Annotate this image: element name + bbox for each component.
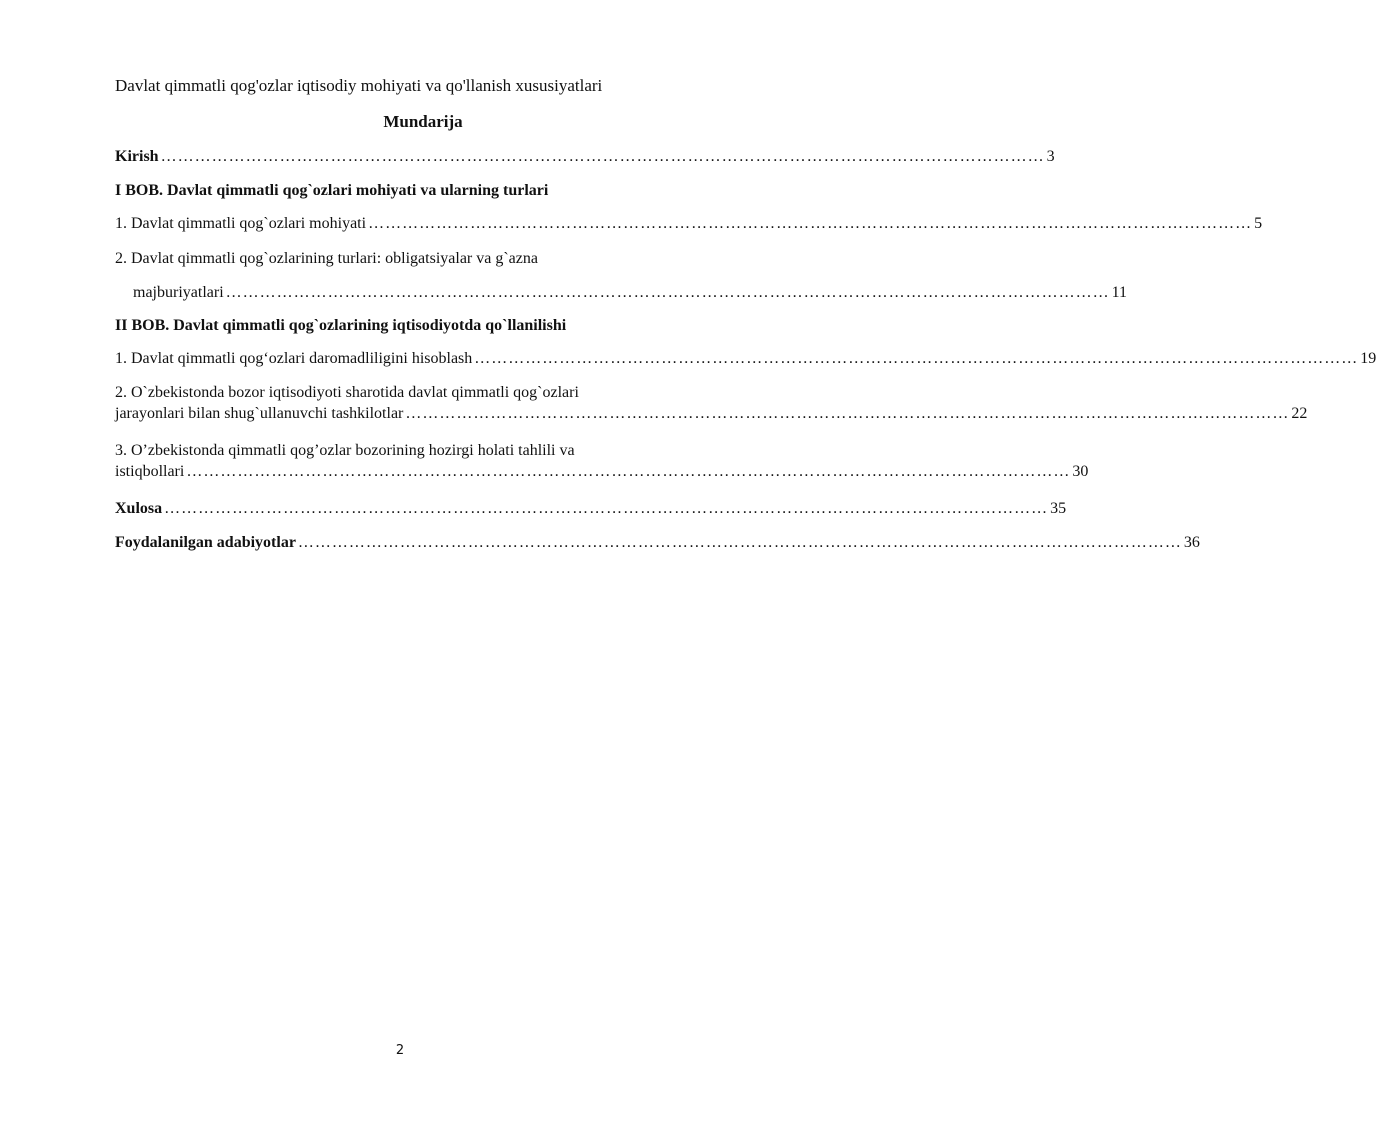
toc-entry-label-line2: istiqbollari xyxy=(115,463,185,480)
dot-leader: ………………………………………………………………………………………………………………………………………… xyxy=(164,500,1049,517)
toc-entry-page: 36 xyxy=(1183,534,1200,551)
toc-entry-label: Xulosa xyxy=(115,500,163,517)
dot-leader: ………………………………………………………………………………………………………………………………………… xyxy=(405,405,1290,422)
toc-entry-2-1[interactable] xyxy=(115,348,1376,369)
toc-entry-1-1[interactable] xyxy=(115,213,1263,234)
toc-entry-label: 1. Davlat qimmatli qog`ozlari mohiyati xyxy=(115,215,367,232)
dot-leader: ………………………………………………………………………………………………………………………………………… xyxy=(160,148,1045,165)
toc-entry-page: 19 xyxy=(1360,350,1376,367)
page-number: 2 xyxy=(395,1043,405,1058)
toc-chapter-2[interactable] xyxy=(115,315,731,336)
dot-leader: ………………………………………………………………………………………………………………………………………… xyxy=(186,463,1071,480)
toc-entry-label-line1: 3. O’zbekistonda qimmatli qog’ozlar bozorining hozirgi holati tahlili va xyxy=(115,442,575,459)
toc-chapter-label: I BOB. Davlat qimmatli qog`ozlari mohiyati va ularning turlari xyxy=(115,182,549,199)
toc-entry-page: 30 xyxy=(1072,463,1089,480)
dot-leader: ………………………………………………………………………………………………………………………………………… xyxy=(225,284,1110,301)
toc-entry-page: 3 xyxy=(1046,148,1055,165)
toc-entry-1-2[interactable] xyxy=(115,248,1128,303)
toc-entry-references[interactable] xyxy=(115,532,1200,553)
toc-entry-label: 1. Davlat qimmatli qog‘ozlari daromadliligini hisoblash xyxy=(115,350,473,367)
dot-leader: ………………………………………………………………………………………………………………………………………… xyxy=(474,350,1359,367)
toc-heading: Mundarija xyxy=(383,112,463,131)
toc-entry-conclusion[interactable] xyxy=(115,498,1067,519)
toc-entry-2-2[interactable] xyxy=(115,382,1308,424)
toc-entry-label-line1: 2. O`zbekistonda bozor iqtisodiyoti sharotida davlat qimmatli qog`ozlari xyxy=(115,384,579,401)
dot-leader: ………………………………………………………………………………………………………………………………………… xyxy=(297,534,1182,551)
toc-entry-intro[interactable] xyxy=(115,146,1055,167)
toc-entry-label-line2: jarayonlari bilan shug`ullanuvchi tashkilotlar xyxy=(115,405,404,422)
document-title: Davlat qimmatli qog'ozlar iqtisodiy mohiyati va qo'llanish xususiyatlari xyxy=(115,76,603,95)
toc-entry-label: Kirish xyxy=(115,148,159,165)
toc-entry-2-3[interactable] xyxy=(115,440,1089,482)
toc-entry-page: 11 xyxy=(1111,284,1128,301)
dot-leader: ………………………………………………………………………………………………………………………………………… xyxy=(368,215,1253,232)
toc-chapter-1[interactable] xyxy=(115,180,731,201)
toc-chapter-label: II BOB. Davlat qimmatli qog`ozlarining iqtisodiyotda qo`llanilishi xyxy=(115,317,567,334)
toc-entry-label-line1: 2. Davlat qimmatli qog`ozlarining turlari: obligatsiyalar va g`azna xyxy=(115,250,538,267)
toc-entry-page: 22 xyxy=(1291,405,1308,422)
toc-entry-label: Foydalanilgan adabiyotlar xyxy=(115,534,296,551)
toc-entry-page: 35 xyxy=(1050,500,1067,517)
toc-entry-page: 5 xyxy=(1254,215,1263,232)
toc-entry-label-line2: majburiyatlari xyxy=(133,284,224,301)
